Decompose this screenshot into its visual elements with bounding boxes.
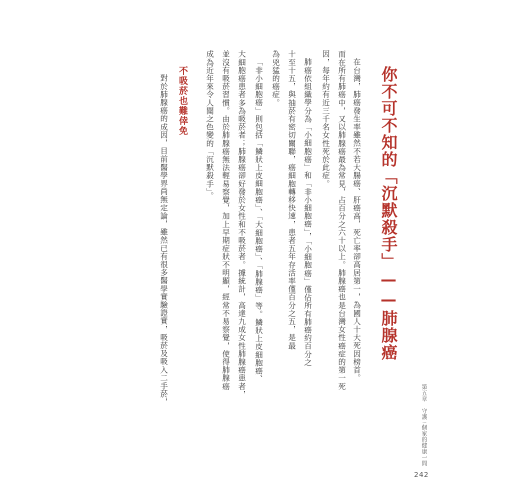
paragraph-line: 在台灣，肺癌發生率雖然不若大腸癌、肝癌高，死亡率卻高居第一，為國人十大死因榜首。 bbox=[352, 58, 362, 382]
paragraph-line: 成為近年來令人聞之色變的「沉默殺手」。 bbox=[205, 50, 215, 201]
paragraph-line: 「非小細胞癌」則包括「鱗狀上皮細胞癌」、「大細胞癌」、「肺腺癌」等。鱗狀上皮細胞癌、 bbox=[254, 58, 264, 383]
paragraph-line: 因，每年約有近三千名女性死於此症。 bbox=[321, 50, 331, 188]
paragraph-line: 對於肺腺癌的成因，目前醫學界尚無定論，雖然已有很多醫學實驗證實，吸菸及吸入二手菸， bbox=[159, 74, 169, 407]
article-title: 你不可不知的「沉默殺手」——肺腺癌 bbox=[379, 66, 398, 361]
paragraph-line: 為兇猛的癌症。 bbox=[271, 50, 281, 107]
paragraph-line: 十至十五，與抽菸有密切關聯，癌細胞轉移快速，患者五年存活率僅百分之五，是最 bbox=[287, 50, 297, 350]
paragraph-line: 肺癌依組織學分為「小細胞癌」和「非小細胞癌」，「小細胞癌」僅佔所有肺癌約百分之 bbox=[303, 58, 313, 367]
running-header: 第五章 守護ㄧ個家的健康一問 bbox=[420, 384, 427, 467]
paragraph-line: 並沒有吸菸習慣。由於肺腺癌無法輕易察覺，加上早期症狀不明顯，經常不易察覺，使得肺腺癌 bbox=[221, 50, 231, 391]
paragraph-line: 大細胞癌患者多為吸菸者；肺腺癌卻好發於女性和不吸菸者。據統計，高達九成女性肺腺癌患者， bbox=[237, 50, 247, 399]
paragraph-line: 而在所有肺癌中，又以肺腺癌最為常見，占百分之六十以上。肺腺癌也是台灣女性癌症的第一死 bbox=[337, 50, 347, 391]
page-number: 242 bbox=[414, 471, 429, 479]
subheading: 不吸菸也難倖免 bbox=[177, 66, 187, 136]
